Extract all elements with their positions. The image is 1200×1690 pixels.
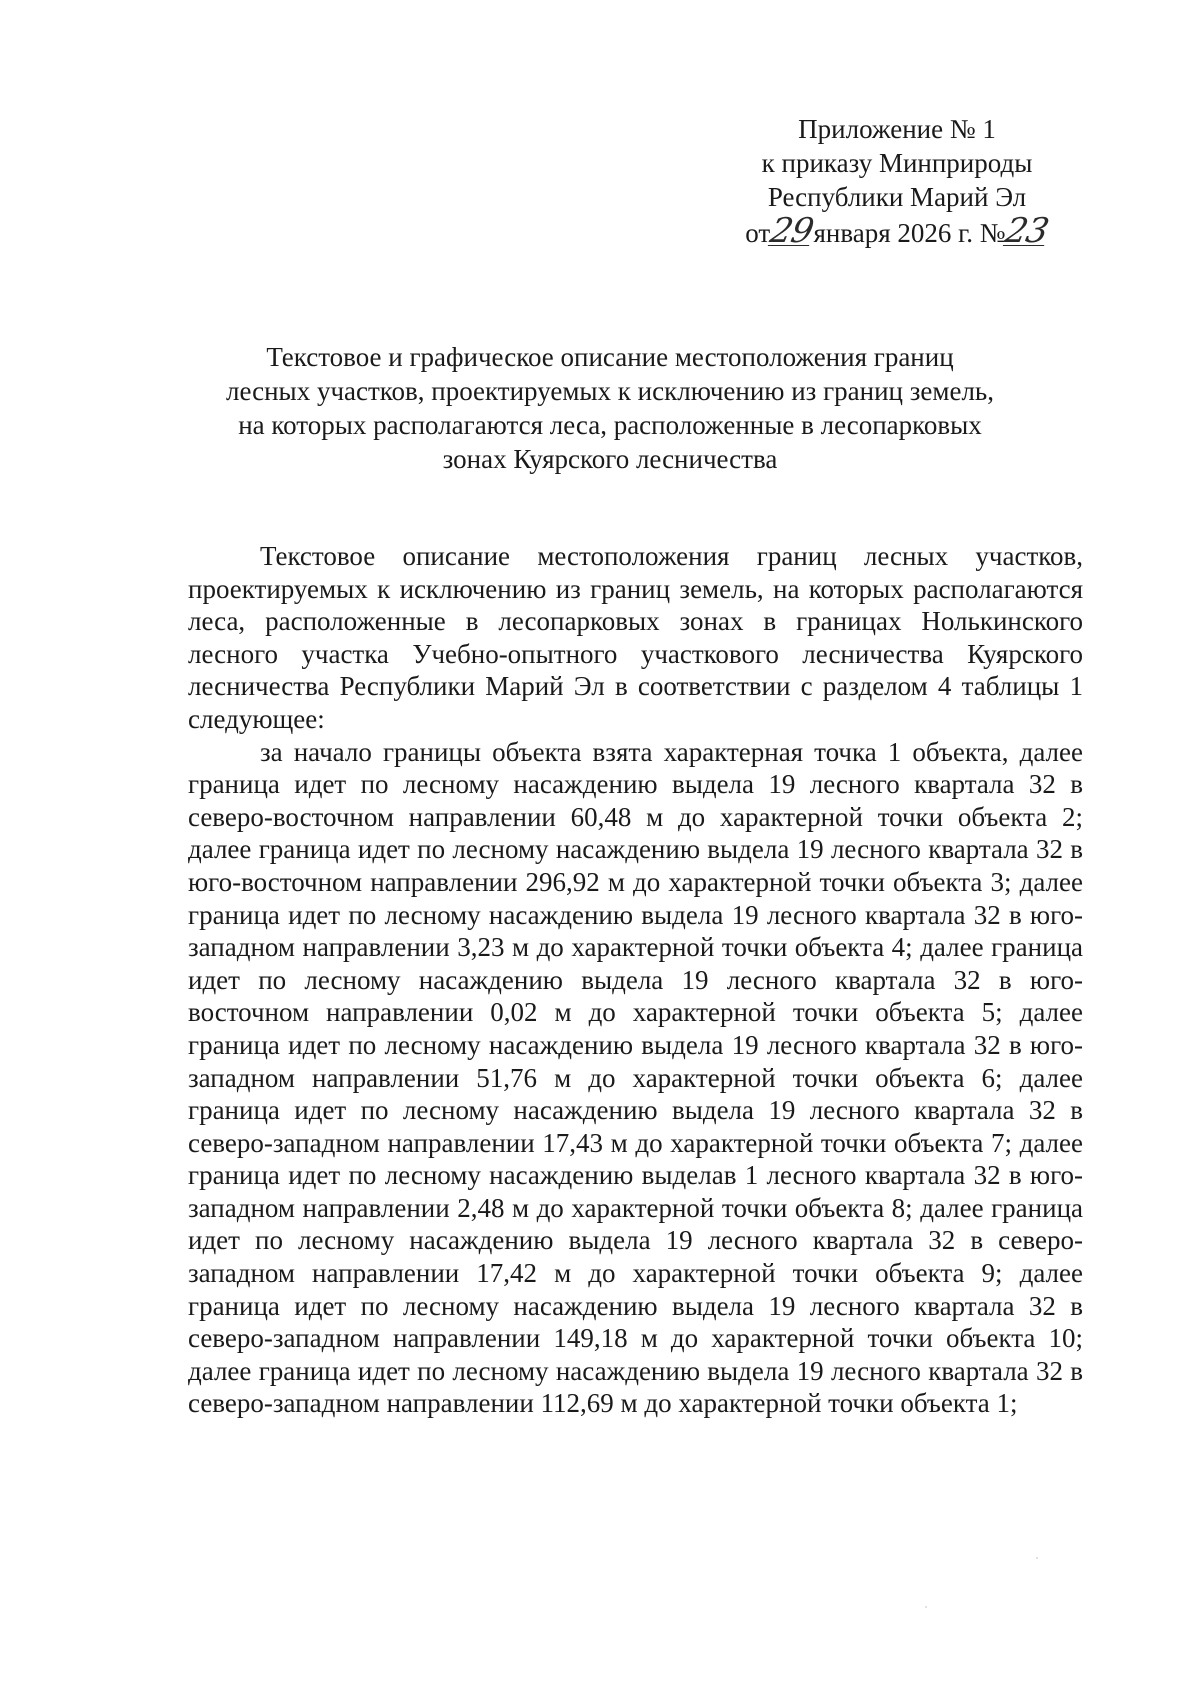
handwritten-order-number: 23 [1002, 211, 1052, 251]
document-title [190, 340, 1030, 476]
paragraph-intro: Текстовое описание местоположения границ лесных участков, проектируемых к исключению из границ земель, на которых располагаются леса, расположенные в лесопарковых зонах в границах Нолькинского лесного участка Учебно-опытного участкового лесничества Куярского лесничества Республики Марий Эл в соответствии с разделом 4 таблицы 1 следующее: [188, 541, 1083, 734]
title-line-2: лесных участков, проектируемых к исключению из границ земель, [225, 376, 994, 406]
scan-speck [925, 1606, 927, 1608]
paragraph-boundary-description: за начало границы объекта взята характерная точка 1 объекта, далее граница идет по лесному насаждению выдела 19 лесного квартала 32 в северо-восточном направлении 60,48 м до характерной точки объекта 2; далее граница идет по лесному насаждению выдела 19 лесного квартала 32 в юго-восточном направлении 296,92 м до характерной точки объекта 3; далее граница идет по лесному насаждению выдела 19 лесного квартала 32 в юго-западном направлении 3,23 м до характерной точки объекта 4; далее граница идет по лесному насаждению выдела 19 лесного квартала 32 в юго-восточном направлении 0,02 м до характерной точки объекта 5; далее граница идет по лесному насаждению выдела 19 лесного квартала 32 в юго-западном направлении 51,76 м до характерной точки объекта 6; далее граница идет по лесному насаждению выдела 19 лесного квартала 32 в северо-западном направлении 17,43 м до характерной точки объекта 7; далее граница идет по лесному насаждению выделав 1 лесного квартала 32 в юго-западном направлении 2,48 м до характерной точки объекта 8; далее граница идет по лесному насаждению выдела 19 лесного квартала 32 в северо-западном направлении 17,42 м до характерной точки объекта 9; далее граница идет по лесному насаждению выдела 19 лесного квартала 32 в северо-западном направлении 149,18 м до характерной точки объекта 10; далее граница идет по лесному насаждению выдела 19 лесного квартала 32 в северо-западном направлении 112,69 м до характерной точки объекта 1; [188, 736, 1083, 1419]
date-rest: января 2026 г. № [813, 218, 1006, 248]
annex-title: Приложение № 1 [798, 114, 996, 144]
scan-speck [1036, 1557, 1038, 1559]
annex-order-reference: к приказу Минприроды [761, 148, 1033, 178]
document-body [188, 540, 1083, 1420]
date-prefix: от [745, 218, 771, 248]
annex-header [712, 112, 1082, 250]
annex-republic: Республики Марий Эл [767, 182, 1027, 212]
title-line-1: Текстовое и графическое описание местоположения границ [266, 342, 954, 372]
title-line-4: зонах Куярского лесничества [442, 444, 778, 474]
title-line-3: на которых располагаются леса, расположенные в лесопарковых [238, 410, 982, 440]
annex-date-line [712, 211, 1082, 251]
handwritten-day: 29 [766, 211, 817, 251]
